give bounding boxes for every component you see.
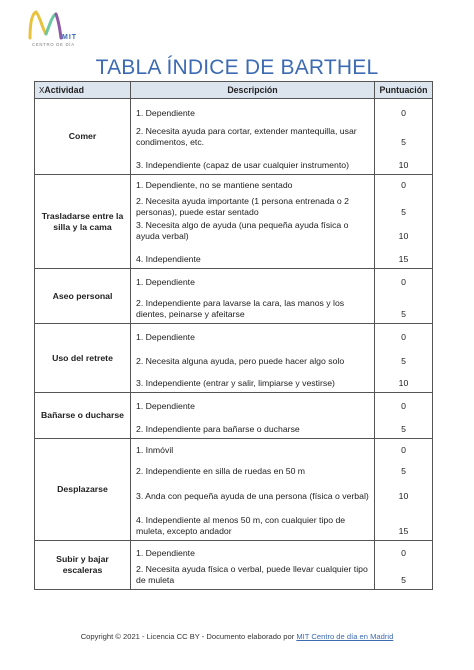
score-line — [375, 326, 432, 343]
score-value: 0 — [401, 108, 406, 118]
description-line — [131, 477, 374, 502]
description-text: 4. Independiente — [136, 254, 201, 264]
description-text: 1. Dependiente — [136, 401, 195, 411]
header-descripcion: Descripción — [131, 82, 375, 99]
description-text: 1. Dependiente — [136, 277, 195, 287]
activity-row — [35, 269, 433, 324]
activity-scores — [375, 393, 433, 439]
description-text: 1. Dependiente — [136, 332, 195, 342]
activity-scores — [375, 269, 433, 324]
score-value: 5 — [401, 466, 406, 476]
description-line — [131, 502, 374, 537]
description-line — [131, 101, 374, 119]
description-line — [131, 559, 374, 586]
score-value: 10 — [398, 378, 409, 388]
score-line — [375, 218, 432, 242]
table-header-row — [35, 82, 433, 99]
svg-text:MIT: MIT — [62, 34, 78, 41]
activity-row — [35, 439, 433, 541]
description-text: 3. Independiente (entrar y salir, limpiarse y vestirse) — [136, 378, 335, 388]
score-line — [375, 343, 432, 367]
description-line — [131, 191, 374, 218]
score-value: 10 — [398, 231, 409, 241]
score-value: 0 — [401, 445, 406, 455]
description-line — [131, 395, 374, 412]
score-line — [375, 367, 432, 389]
description-text: 2. Necesita ayuda para cortar, extender mantequilla, usar condimentos, etc. — [136, 126, 357, 147]
score-value: 5 — [401, 309, 406, 319]
activity-name: Desplazarse — [35, 439, 131, 541]
description-line — [131, 456, 374, 477]
footer — [0, 632, 474, 641]
description-line — [131, 543, 374, 559]
activity-descriptions — [131, 393, 375, 439]
header-actividad-label: Actividad — [44, 85, 84, 95]
activity-name: Subir y bajar escaleras — [35, 541, 131, 590]
score-line — [375, 559, 432, 586]
activity-scores — [375, 175, 433, 269]
score-line — [375, 191, 432, 218]
barthel-table — [34, 81, 433, 590]
document-title: TABLA ÍNDICE DE BARTHEL — [95, 56, 379, 79]
activity-descriptions — [131, 175, 375, 269]
activity-row — [35, 175, 433, 269]
score-line — [375, 395, 432, 412]
activity-name: Aseo personal — [35, 269, 131, 324]
score-value: 0 — [401, 332, 406, 342]
score-value: 0 — [401, 401, 406, 411]
activity-row — [35, 99, 433, 175]
logo-subtitle: CENTRO DE DÍA — [32, 42, 75, 47]
description-line — [131, 441, 374, 456]
activity-name: Bañarse o ducharse — [35, 393, 131, 439]
description-line — [131, 343, 374, 367]
activity-descriptions — [131, 324, 375, 393]
description-line — [131, 288, 374, 320]
score-value: 5 — [401, 424, 406, 434]
activity-scores — [375, 439, 433, 541]
score-line — [375, 477, 432, 502]
activity-row — [35, 324, 433, 393]
footer-text: Copyright © 2021 - Licencia CC BY - Documento elaborado por — [80, 632, 297, 641]
score-line — [375, 441, 432, 456]
score-line — [375, 148, 432, 171]
header-puntuacion: Puntuación — [375, 82, 433, 99]
description-text: 3. Anda con pequeña ayuda de una persona (física o verbal) — [136, 491, 369, 501]
mit-logo-graphic — [26, 8, 86, 42]
activity-name: Trasladarse entre la silla y la cama — [35, 175, 131, 269]
description-line — [131, 242, 374, 265]
description-text: 3. Independiente (capaz de usar cualquier instrumento) — [136, 160, 349, 170]
table-body — [35, 99, 433, 590]
description-text: 2. Necesita alguna ayuda, pero puede hacer algo solo — [136, 356, 345, 366]
score-value: 0 — [401, 180, 406, 190]
activity-name: Uso del retrete — [35, 324, 131, 393]
score-value: 15 — [398, 254, 409, 264]
description-text: 2. Necesita ayuda física o verbal, puede llevar cualquier tipo de muleta — [136, 564, 368, 585]
activity-descriptions — [131, 269, 375, 324]
description-text: 4. Independiente al menos 50 m, con cualquier tipo de muleta, excepto andador — [136, 515, 346, 536]
score-value: 0 — [401, 548, 406, 558]
activity-scores — [375, 541, 433, 590]
header-mark: X — [39, 86, 45, 95]
description-text: 1. Inmóvil — [136, 445, 174, 455]
activity-descriptions — [131, 99, 375, 175]
description-text: 2. Independiente en silla de ruedas en 50 m — [136, 466, 306, 476]
description-line — [131, 177, 374, 191]
description-text: 1. Dependiente, no se mantiene sentado — [136, 180, 293, 190]
score-value: 0 — [401, 277, 406, 287]
score-line — [375, 456, 432, 477]
description-line — [131, 148, 374, 171]
score-line — [375, 101, 432, 119]
score-line — [375, 242, 432, 265]
score-value: 5 — [401, 575, 406, 585]
score-value: 10 — [398, 491, 409, 501]
score-value: 5 — [401, 207, 406, 217]
score-line — [375, 177, 432, 191]
score-value: 10 — [398, 160, 409, 170]
score-value: 5 — [401, 137, 406, 147]
description-line — [131, 119, 374, 148]
description-text: 2. Independiente para bañarse o ducharse — [136, 424, 300, 434]
activity-row — [35, 393, 433, 439]
activity-descriptions — [131, 541, 375, 590]
description-text: 2. Necesita ayuda importante (1 persona entrenada o 2 personas), puede estar sentado — [136, 196, 349, 217]
activity-row — [35, 541, 433, 590]
footer-link[interactable]: MIT Centro de día en Madrid — [296, 632, 394, 641]
score-line — [375, 271, 432, 288]
description-line — [131, 218, 374, 242]
description-text: 3. Necesita algo de ayuda (una pequeña ayuda física o ayuda verbal) — [136, 220, 349, 241]
description-line — [131, 367, 374, 389]
mit-logo — [26, 8, 86, 48]
score-line — [375, 288, 432, 320]
activity-name: Comer — [35, 99, 131, 175]
score-line — [375, 502, 432, 537]
description-text: 1. Dependiente — [136, 108, 195, 118]
header-actividad — [35, 82, 131, 99]
description-line — [131, 412, 374, 435]
score-value: 15 — [398, 526, 409, 536]
score-value: 5 — [401, 356, 406, 366]
activity-descriptions — [131, 439, 375, 541]
score-line — [375, 412, 432, 435]
activity-scores — [375, 324, 433, 393]
activity-scores — [375, 99, 433, 175]
description-line — [131, 326, 374, 343]
score-line — [375, 543, 432, 559]
description-line — [131, 271, 374, 288]
description-text: 2. Independiente para lavarse la cara, las manos y los dientes, peinarse y afeitarse — [136, 298, 345, 319]
score-line — [375, 119, 432, 148]
description-text: 1. Dependiente — [136, 548, 195, 558]
